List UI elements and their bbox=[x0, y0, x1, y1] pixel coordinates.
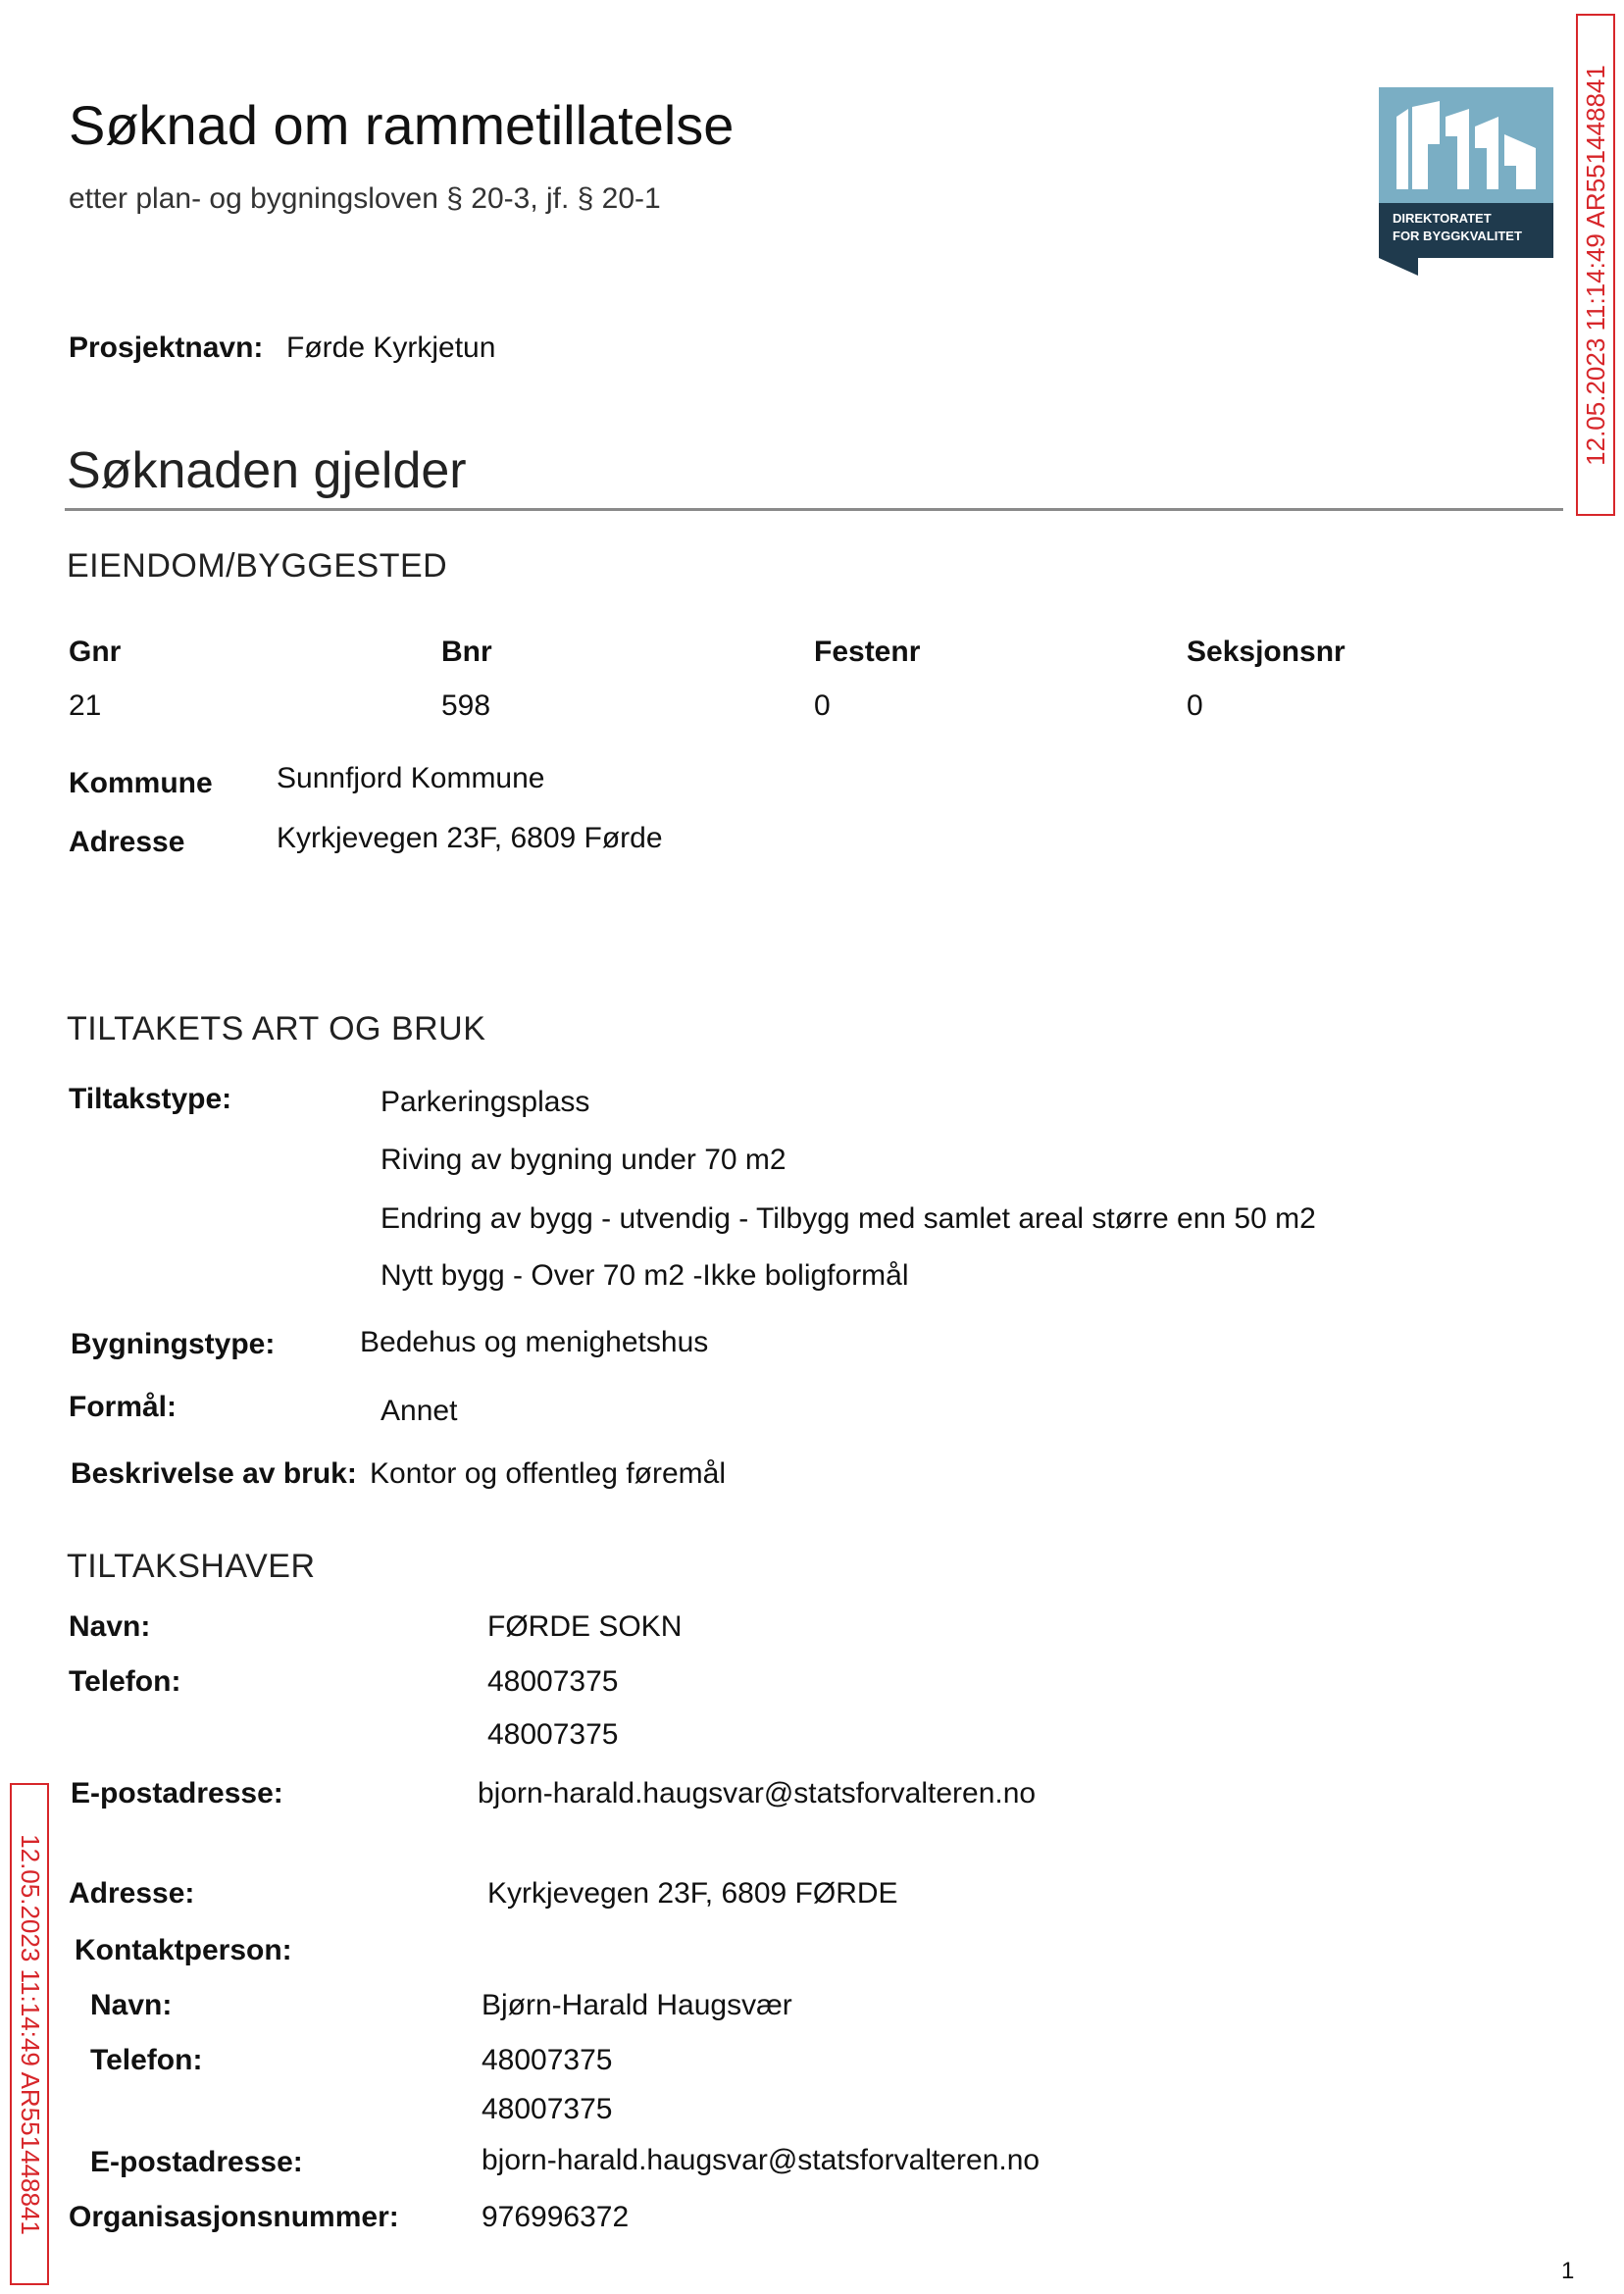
formal-label: Formål: bbox=[69, 1391, 178, 1423]
tiltakshaver-telefon-value-2: 48007375 bbox=[487, 1718, 619, 1751]
property-heading: EIENDOM/BYGGESTED bbox=[67, 547, 448, 585]
festenr-value: 0 bbox=[814, 689, 831, 722]
tiltakshaver-heading: TILTAKSHAVER bbox=[67, 1548, 316, 1585]
tiltakshaver-epost-label: E-postadresse: bbox=[71, 1777, 283, 1810]
logo-text-line1: DIREKTORATET bbox=[1393, 211, 1492, 226]
kontakt-telefon-value-2: 48007375 bbox=[482, 2093, 613, 2125]
bnr-value: 598 bbox=[441, 689, 491, 722]
tiltakshaver-epost-value: bjorn-harald.haugsvar@statsforvalteren.no bbox=[478, 1777, 1037, 1810]
kontakt-epost-label: E-postadresse: bbox=[90, 2146, 303, 2178]
seksjonsnr-label: Seksjonsnr bbox=[1187, 636, 1345, 668]
adresse-value: Kyrkjevegen 23F, 6809 Førde bbox=[277, 822, 663, 854]
tiltakstype-label: Tiltakstype: bbox=[69, 1083, 232, 1115]
section-title: Søknaden gjelder bbox=[67, 442, 467, 499]
gnr-value: 21 bbox=[69, 689, 102, 722]
adresse-label: Adresse bbox=[69, 826, 185, 858]
org-label: Organisasjonsnummer: bbox=[69, 2201, 399, 2233]
gnr-label: Gnr bbox=[69, 636, 122, 668]
tiltakshaver-navn-label: Navn: bbox=[69, 1610, 151, 1643]
page-number: 1 bbox=[1561, 2258, 1575, 2284]
tiltakshaver-telefon-value-1: 48007375 bbox=[487, 1665, 619, 1698]
kontakt-telefon-value-1: 48007375 bbox=[482, 2044, 613, 2076]
project-value: Førde Kyrkjetun bbox=[286, 331, 496, 364]
archive-stamp-top-text: 12.05.2023 11:14:49 AR551448841 bbox=[1580, 64, 1610, 466]
archive-stamp-left-text: 12.05.2023 11:14:49 AR551448841 bbox=[15, 1833, 45, 2235]
seksjonsnr-value: 0 bbox=[1187, 689, 1203, 722]
kontakt-navn-label: Navn: bbox=[90, 1989, 173, 2021]
tiltak-heading: TILTAKETS ART OG BRUK bbox=[67, 1010, 486, 1047]
kontakt-epost-value: bjorn-harald.haugsvar@statsforvalteren.no bbox=[482, 2144, 1040, 2176]
archive-stamp-left bbox=[10, 1783, 49, 2285]
tiltakshaver-adresse-value: Kyrkjevegen 23F, 6809 FØRDE bbox=[487, 1877, 898, 1910]
formal-value: Annet bbox=[381, 1395, 458, 1427]
tiltakstype-value-2: Riving av bygning under 70 m2 bbox=[381, 1144, 787, 1176]
kommune-value: Sunnfjord Kommune bbox=[277, 762, 545, 794]
tiltakshaver-telefon-label: Telefon: bbox=[69, 1665, 181, 1698]
bygningstype-label: Bygningstype: bbox=[71, 1328, 276, 1360]
kontakt-navn-value: Bjørn-Harald Haugsvær bbox=[482, 1989, 792, 2021]
dibk-logo bbox=[1379, 87, 1553, 276]
kontakt-telefon-label: Telefon: bbox=[90, 2044, 203, 2076]
kommune-label: Kommune bbox=[69, 767, 213, 799]
document-subtitle: etter plan- og bygningsloven § 20-3, jf. § 20-1 bbox=[69, 182, 661, 215]
beskrivelse-label: Beskrivelse av bruk: bbox=[71, 1457, 357, 1490]
bygningstype-value: Bedehus og menighetshus bbox=[360, 1326, 709, 1358]
tiltakstype-value-1: Parkeringsplass bbox=[381, 1086, 590, 1118]
tiltakshaver-adresse-label: Adresse: bbox=[69, 1877, 195, 1910]
kontaktperson-label: Kontaktperson: bbox=[75, 1934, 292, 1966]
beskrivelse-value: Kontor og offentleg føremål bbox=[370, 1457, 726, 1490]
tiltakshaver-navn-value: FØRDE SOKN bbox=[487, 1610, 683, 1643]
logo-text-line2: FOR BYGGKVALITET bbox=[1393, 229, 1522, 243]
section-divider bbox=[65, 508, 1563, 511]
tiltakstype-value-4: Nytt bygg - Over 70 m2 -Ikke boligformål bbox=[381, 1259, 909, 1292]
document-title: Søknad om rammetillatelse bbox=[69, 94, 735, 156]
project-label: Prosjektnavn: bbox=[69, 331, 264, 364]
tiltakstype-value-3: Endring av bygg - utvendig - Tilbygg med samlet areal større enn 50 m2 bbox=[381, 1202, 1316, 1235]
org-value: 976996372 bbox=[482, 2201, 630, 2233]
festenr-label: Festenr bbox=[814, 636, 921, 668]
archive-stamp-top bbox=[1576, 14, 1615, 516]
bnr-label: Bnr bbox=[441, 636, 492, 668]
